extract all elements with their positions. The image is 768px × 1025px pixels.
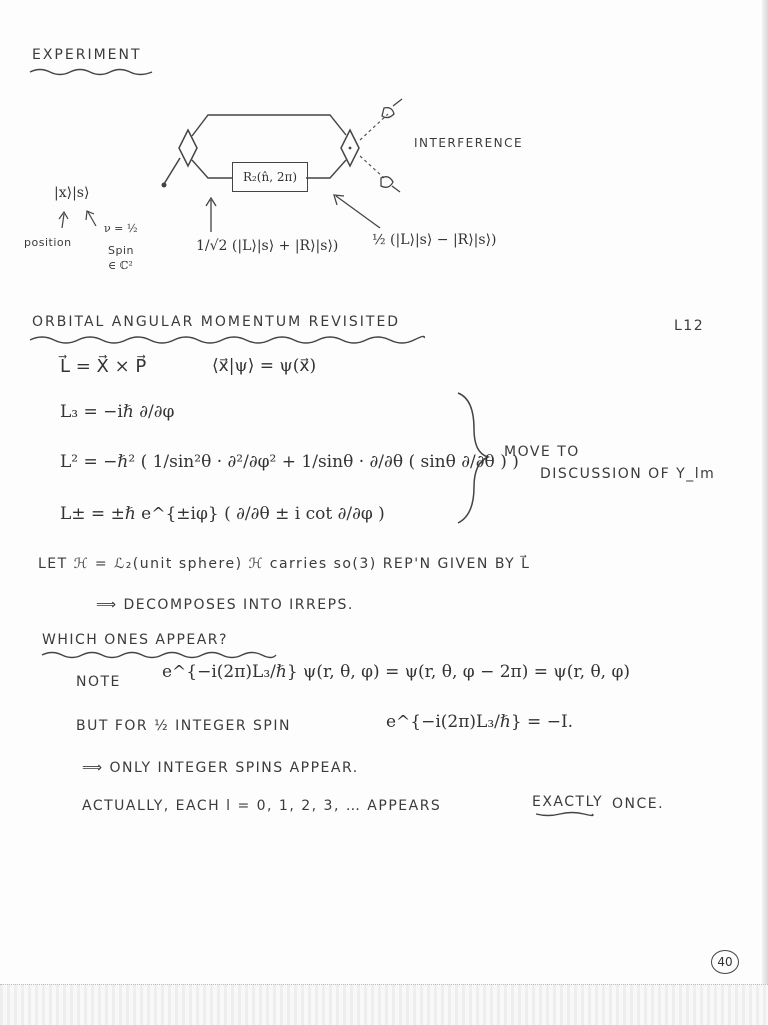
equation-L-cross: L⃗ = X⃗ × P⃗ [60,356,147,377]
page-edge [762,0,768,1024]
discussion-note: DISCUSSION OF Y_lm [540,466,716,482]
incoming-beam [164,158,180,184]
section-underline [30,336,424,343]
note-label: NOTE [76,674,121,690]
once-word: ONCE. [612,796,665,812]
arrow-to-recombine [336,196,380,228]
equation-L3: L₃ = −iℏ ∂/∂φ [60,402,175,422]
spin-value-label: ν = ½ [104,222,138,235]
state-after-rotation: ½ (|L⟩|s⟩ − |R⟩|s⟩) [372,232,497,248]
decomposes-line: ⟹ DECOMPOSES INTO IRREPS. [96,597,354,613]
page-number: 40 [711,950,739,974]
move-to-note: MOVE TO [504,444,580,460]
equation-L-plus-minus: L± = ±ℏ e^{±iφ} ( ∂/∂θ ± i cot ∂/∂φ ) [60,504,385,524]
rotation-box: R₂(n̂, 2π) [232,162,308,192]
exactly-underline [536,813,593,816]
detector-line-upper [360,114,388,140]
interference-label: INTERFERENCE [414,136,524,150]
position-label: position [24,236,72,249]
lecture-label: L12 [674,318,705,334]
arrow-spin [88,212,96,226]
detector-line-lower [360,156,384,178]
arrow-position [62,214,64,228]
spin-label: Spin [108,244,134,257]
spin-space-label: ∈ ℂ² [108,259,133,272]
detector-cup-lower [381,177,393,188]
let-hilbert-line: LET ℋ = ℒ₂(unit sphere) ℋ carries so(3) REP'N GIVEN BY L⃗ [38,556,531,572]
exactly-word: EXACTLY [532,794,604,810]
equation-L-squared: L² = −ℏ² ( 1/sin²θ · ∂²/∂φ² + 1/sinθ · ∂/∂θ ( sinθ ∂/∂θ ) ) [60,452,519,472]
which-ones-underline [42,653,276,658]
experiment-underline [30,70,152,75]
half-integer-equation: e^{−i(2π)L₃/ℏ} = −I. [386,712,574,732]
detector-cup-upper [382,108,394,118]
lower-path [192,160,232,178]
section-heading: ORBITAL ANGULAR MOMENTUM REVISITED [32,314,401,330]
note-equation: e^{−i(2π)L₃/ℏ} ψ(r, θ, φ) = ψ(r, θ, φ − 2π) = ψ(r, θ, φ) [162,662,631,682]
actually-line: ACTUALLY, EACH l = 0, 1, 2, 3, … APPEARS [82,798,442,814]
experiment-heading: EXPERIMENT [32,47,142,63]
state-after-split: 1/√2 (|L⟩|s⟩ + |R⟩|s⟩) [196,238,339,254]
scan-bottom-strip [0,984,768,1025]
which-ones-heading: WHICH ONES APPEAR? [42,632,228,648]
state-ket-label: |x⟩|s⟩ [54,185,90,201]
only-integer-line: ⟹ ONLY INTEGER SPINS APPEAR. [82,760,359,776]
upper-path [192,115,346,136]
left-beam-splitter [179,130,197,166]
half-integer-line: BUT FOR ½ INTEGER SPIN [76,718,291,734]
equation-wavefunction: ⟨x⃗|ψ⟩ = ψ(x⃗) [212,356,317,376]
